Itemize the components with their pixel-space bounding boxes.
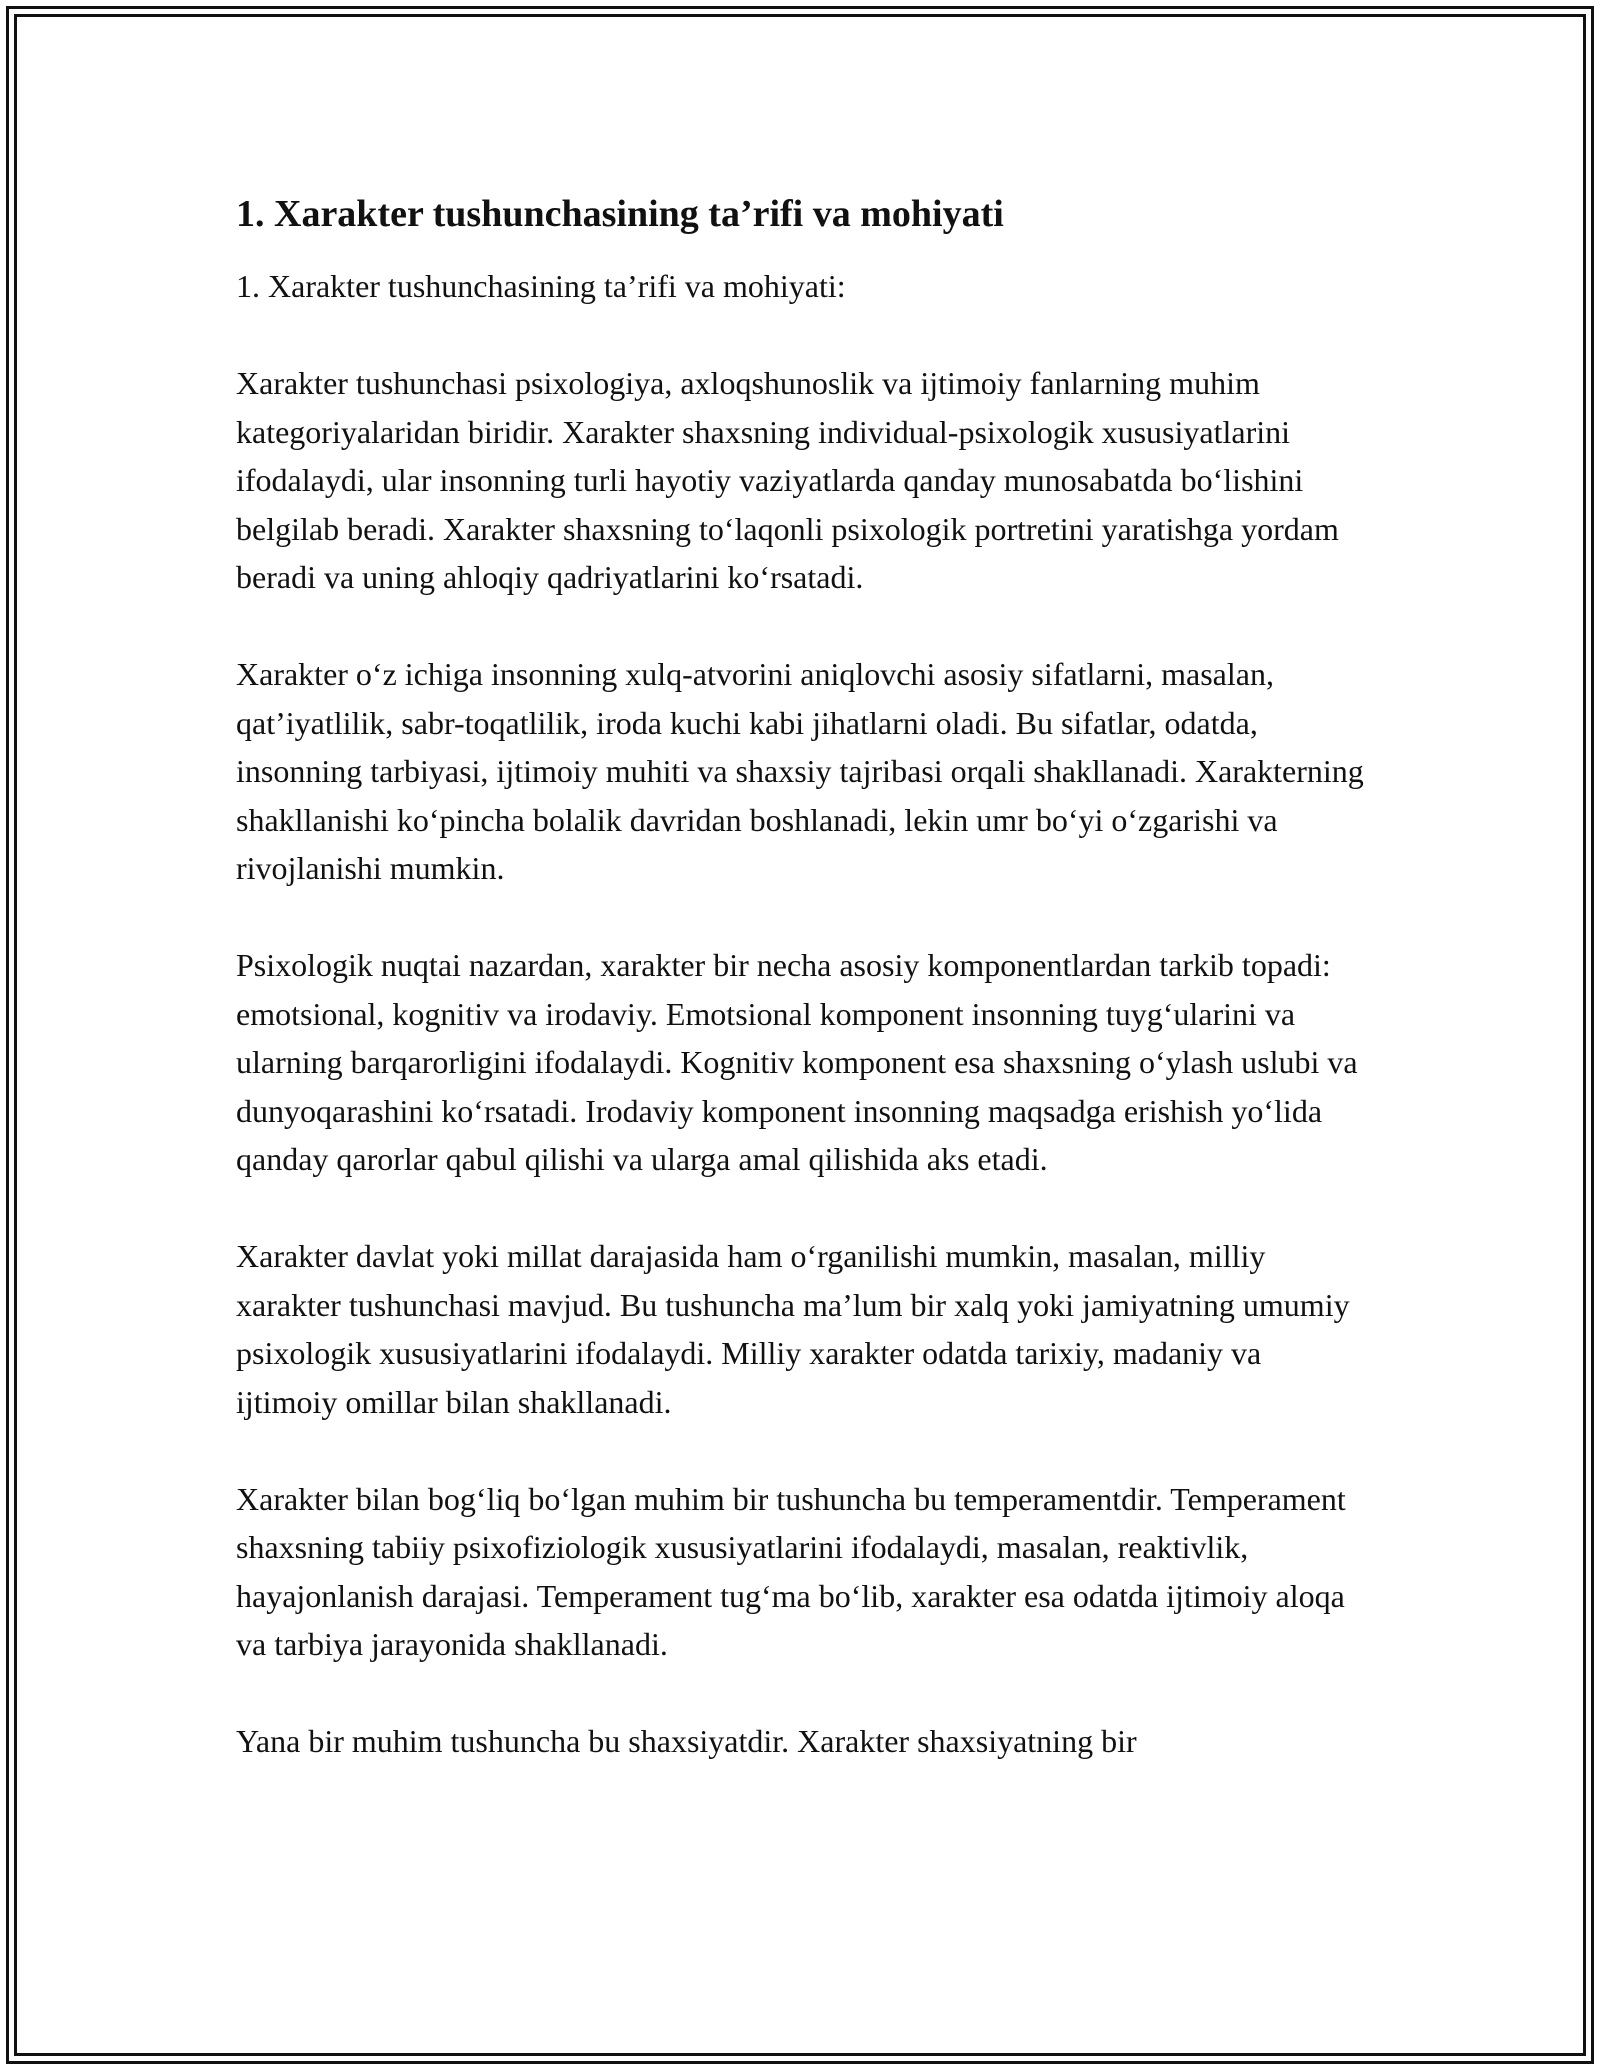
paragraph-2: Xarakter o‘z ichiga insonning xulq-atvorini aniqlovchi asosiy sifatlarni, masalan, qat’iyatlilik, sabr-toqatlilik, iroda kuchi kabi jihatlarni oladi. Bu sifatlar, odatda, insonning tarbiyasi, ijtimoiy muhiti va shaxsiy tajribasi orqali shakllanadi. Xarakterning shakllanishi ko‘pincha bolalik davridan boshlanadi, lekin umr bo‘yi o‘zgarishi va rivojlanishi mumkin. <box>236 656 1364 886</box>
paragraph-5: Xarakter bilan bog‘liq bo‘lgan muhim bir tushuncha bu temperamentdir. Temperament shaxsning tabiiy psixofiziologik xususiyatlarini ifodalaydi, masalan, reaktivlik, hayajonlanish darajasi. Temperament tug‘ma bo‘lib, xarakter esa odatda ijtimoiy aloqa va tarbiya jarayonida shakllanadi. <box>236 1480 1346 1662</box>
document-body <box>236 186 1366 1766</box>
section-subheading: 1. Xarakter tushunchasining ta’rifi va mohiyati: <box>236 268 846 304</box>
paragraph-3: Psixologik nuqtai nazardan, xarakter bir necha asosiy komponentlardan tarkib topadi: emotsional, kognitiv va irodaviy. Emotsional komponent insonning tuyg‘ularini va ularning barqarorligini ifodalaydi. Kognitiv komponent esa shaxsning o‘ylash uslubi va dunyoqarashini ko‘rsatadi. Irodaviy komponent insonning maqsadga erishish yo‘lida qanday qarorlar qabul qilishi va ularga amal qilishida aks etadi. <box>236 947 1358 1177</box>
paragraph-6: Yana bir muhim tushuncha bu shaxsiyatdir. Xarakter shaxsiyatning bir <box>236 1723 1137 1759</box>
paragraph-1: Xarakter tushunchasi psixologiya, axloqshunoslik va ijtimoiy fanlarning muhim kategoriyalaridan biridir. Xarakter shaxsning individual-psixologik xususiyatlarini ifodalaydi, ular insonning turli hayotiy vaziyatlarda qanday munosabatda bo‘lishini belgilab beradi. Xarakter shaxsning to‘laqonli psixologik portretini yaratishga yordam beradi va uning ahloqiy qadriyatlarini ko‘rsatadi. <box>236 365 1339 595</box>
section-heading: 1. Xarakter tushunchasining ta’rifi va mohiyati <box>236 193 1004 235</box>
paragraph-4: Xarakter davlat yoki millat darajasida ham o‘rganilishi mumkin, masalan, milliy xarakter tushunchasi mavjud. Bu tushuncha ma’lum bir xalq yoki jamiyatning umumiy psixologik xususiyatlarini ifodalaydi. Milliy xarakter odatda tarixiy, madaniy va ijtimoiy omillar bilan shakllanadi. <box>236 1238 1350 1420</box>
